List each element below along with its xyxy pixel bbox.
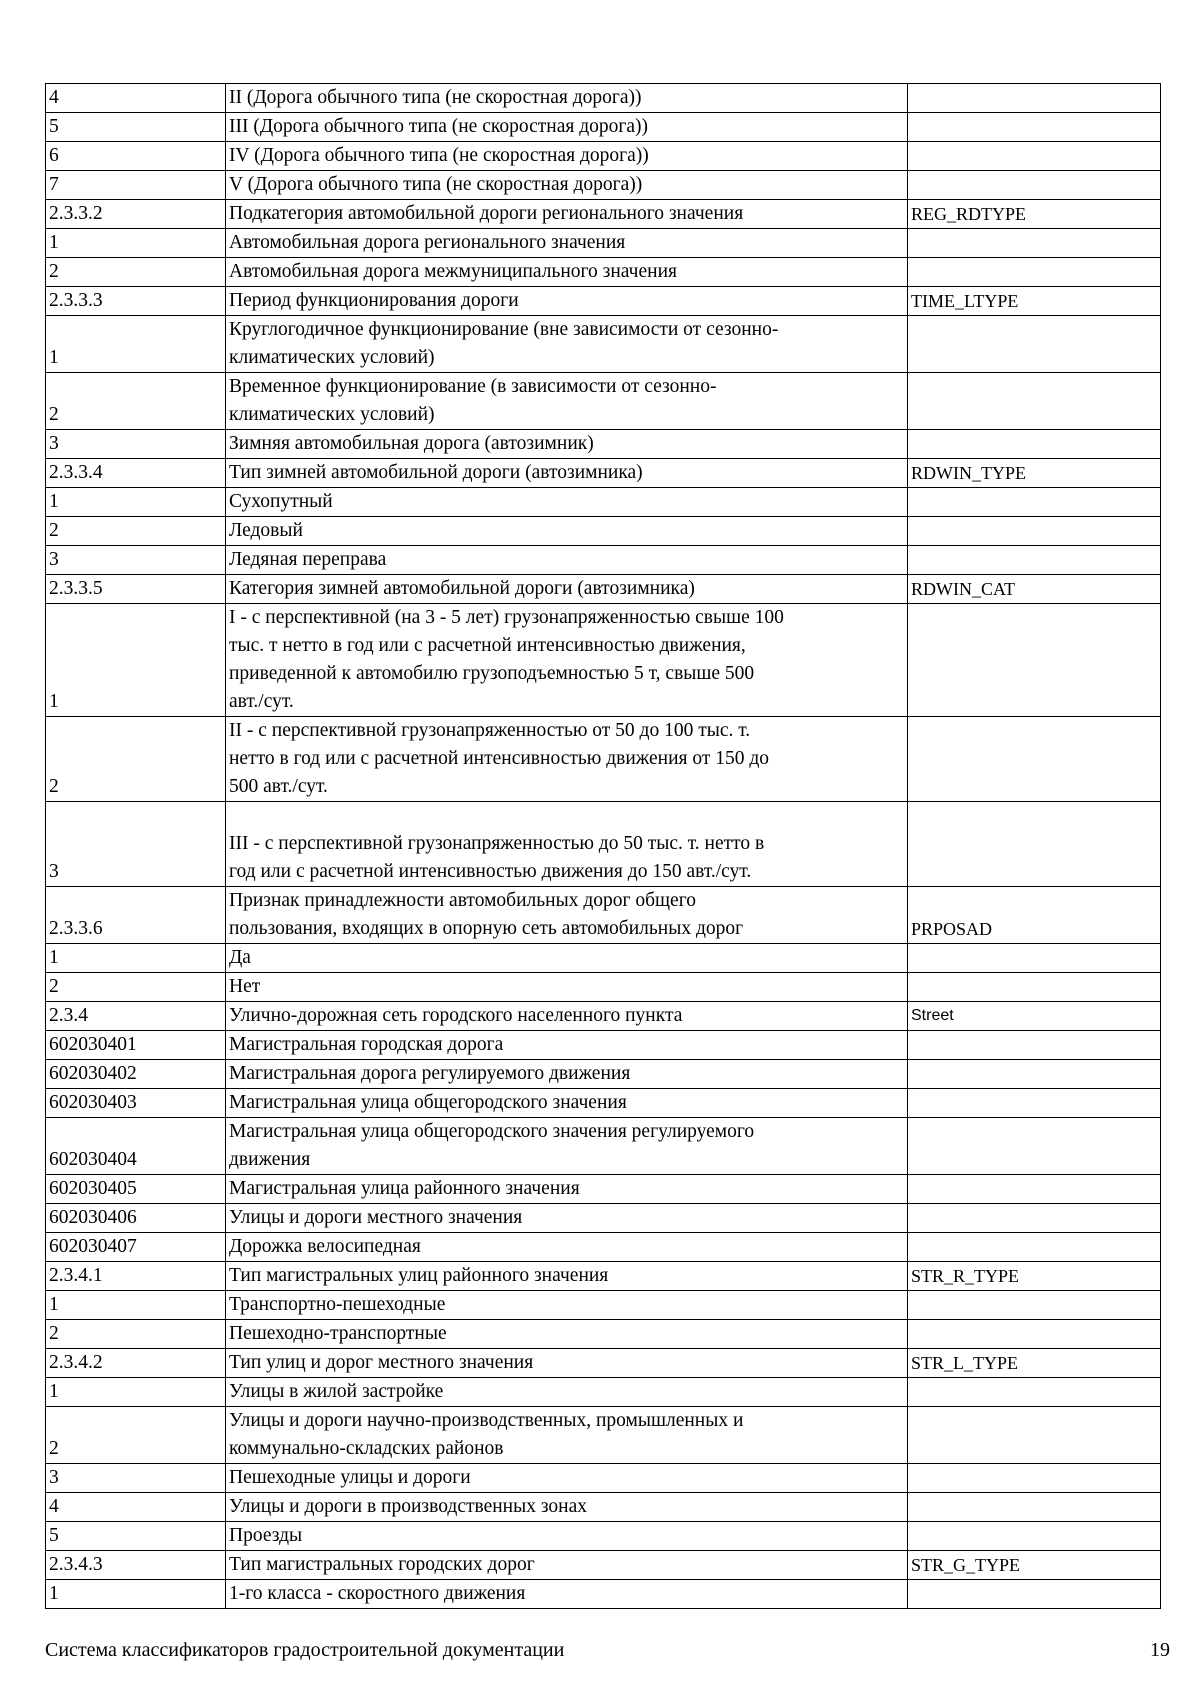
attribute-cell <box>908 717 1161 802</box>
table-row <box>46 717 1161 802</box>
name-cell: Признак принадлежности автомобильных дорог общего пользования, входящих в опорную сеть автомобильных дорог <box>226 887 908 944</box>
table-row <box>46 1493 1161 1522</box>
name-cell: Улично-дорожная сеть городского населенного пункта <box>226 1002 908 1031</box>
name-cell: II - с перспективной грузонапряженностью от 50 до 100 тыс. т. нетто в год или с расчетной интенсивностью движения от 150 до 500 авт./сут. <box>226 717 908 802</box>
name-cell: Улицы и дороги в производственных зонах <box>226 1493 908 1522</box>
table-row <box>46 1580 1161 1609</box>
attribute-cell: PRPOSAD <box>908 887 1161 944</box>
table-row <box>46 1551 1161 1580</box>
name-cell: Круглогодичное функционирование (вне зависимости от сезонно- климатических условий) <box>226 316 908 373</box>
footer-page-number: 19 <box>1150 1639 1170 1661</box>
code-cell: 2 <box>46 1320 226 1349</box>
classifier-table <box>45 83 1161 1609</box>
table-row <box>46 1031 1161 1060</box>
name-cell: Автомобильная дорога межмуниципального значения <box>226 258 908 287</box>
name-cell: II (Дорога обычного типа (не скоростная дорога)) <box>226 84 908 113</box>
name-cell: Магистральная улица общегородского значения регулируемого движения <box>226 1118 908 1175</box>
table-row <box>46 1291 1161 1320</box>
table-row <box>46 973 1161 1002</box>
code-cell: 2.3.4 <box>46 1002 226 1031</box>
attribute-cell <box>908 944 1161 973</box>
table-row <box>46 113 1161 142</box>
attribute-cell <box>908 1031 1161 1060</box>
attribute-cell <box>908 1175 1161 1204</box>
code-cell: 1 <box>46 316 226 373</box>
table-row <box>46 944 1161 973</box>
name-cell: Тип магистральных городских дорог <box>226 1551 908 1580</box>
code-cell: 602030403 <box>46 1089 226 1118</box>
name-cell: Временное функционирование (в зависимости от сезонно- климатических условий) <box>226 373 908 430</box>
table-row <box>46 316 1161 373</box>
name-cell: Улицы и дороги местного значения <box>226 1204 908 1233</box>
table-row <box>46 1175 1161 1204</box>
code-cell: 2.3.3.4 <box>46 459 226 488</box>
attribute-cell <box>908 1291 1161 1320</box>
name-cell: I - с перспективной (на 3 - 5 лет) грузонапряженностью свыше 100 тыс. т нетто в год или с расчетной интенсивностью движения, приведенной к автомобилю грузоподъемностью 5 т, свыше 500 авт./сут. <box>226 604 908 717</box>
code-cell: 2.3.3.3 <box>46 287 226 316</box>
code-cell: 2 <box>46 1407 226 1464</box>
table-row <box>46 200 1161 229</box>
table-body <box>46 84 1161 1609</box>
table-row <box>46 1089 1161 1118</box>
table-row <box>46 430 1161 459</box>
table-row <box>46 84 1161 113</box>
name-cell: 1-го класса - скоростного движения <box>226 1580 908 1609</box>
name-cell: Пешеходно-транспортные <box>226 1320 908 1349</box>
attribute-cell <box>908 430 1161 459</box>
attribute-cell <box>908 1464 1161 1493</box>
name-cell: Магистральная дорога регулируемого движения <box>226 1060 908 1089</box>
code-cell: 2 <box>46 717 226 802</box>
attribute-cell: STR_R_TYPE <box>908 1262 1161 1291</box>
code-cell: 602030402 <box>46 1060 226 1089</box>
name-cell: III - с перспективной грузонапряженностью до 50 тыс. т. нетто в год или с расчетной интенсивностью движения до 150 авт./сут. <box>226 802 908 887</box>
table-row <box>46 1060 1161 1089</box>
table-row <box>46 373 1161 430</box>
name-cell: Пешеходные улицы и дороги <box>226 1464 908 1493</box>
attribute-cell: RDWIN_CAT <box>908 575 1161 604</box>
table-row <box>46 1262 1161 1291</box>
name-cell: Подкатегория автомобильной дороги регионального значения <box>226 200 908 229</box>
attribute-cell <box>908 1580 1161 1609</box>
name-cell: Ледовый <box>226 517 908 546</box>
code-cell: 602030407 <box>46 1233 226 1262</box>
table-row <box>46 229 1161 258</box>
table-row <box>46 802 1161 887</box>
table-row <box>46 171 1161 200</box>
attribute-cell: REG_RDTYPE <box>908 200 1161 229</box>
name-cell: Период функционирования дороги <box>226 287 908 316</box>
name-cell: Транспортно-пешеходные <box>226 1291 908 1320</box>
attribute-cell <box>908 84 1161 113</box>
attribute-cell <box>908 1204 1161 1233</box>
attribute-cell: Street <box>908 1002 1161 1031</box>
name-cell: Улицы в жилой застройке <box>226 1378 908 1407</box>
name-cell: Ледяная переправа <box>226 546 908 575</box>
code-cell: 2.3.3.6 <box>46 887 226 944</box>
table-row <box>46 1522 1161 1551</box>
code-cell: 3 <box>46 802 226 887</box>
code-cell: 3 <box>46 546 226 575</box>
attribute-cell <box>908 1320 1161 1349</box>
table-row <box>46 258 1161 287</box>
attribute-cell <box>908 1060 1161 1089</box>
attribute-cell <box>908 373 1161 430</box>
name-cell: Улицы и дороги научно-производственных, промышленных и коммунально-складских районов <box>226 1407 908 1464</box>
code-cell: 1 <box>46 944 226 973</box>
name-cell: Да <box>226 944 908 973</box>
attribute-cell <box>908 604 1161 717</box>
name-cell: Проезды <box>226 1522 908 1551</box>
attribute-cell <box>908 258 1161 287</box>
attribute-cell <box>908 973 1161 1002</box>
code-cell: 5 <box>46 1522 226 1551</box>
name-cell: Тип зимней автомобильной дороги (автозимника) <box>226 459 908 488</box>
name-cell: Зимняя автомобильная дорога (автозимник) <box>226 430 908 459</box>
table-row <box>46 142 1161 171</box>
code-cell: 2 <box>46 258 226 287</box>
attribute-cell <box>908 1493 1161 1522</box>
code-cell: 1 <box>46 488 226 517</box>
code-cell: 1 <box>46 1291 226 1320</box>
attribute-cell <box>908 517 1161 546</box>
code-cell: 602030406 <box>46 1204 226 1233</box>
footer-document-title: Система классификаторов градостроительной документации <box>45 1639 565 1661</box>
code-cell: 2.3.4.3 <box>46 1551 226 1580</box>
attribute-cell <box>908 1522 1161 1551</box>
attribute-cell <box>908 113 1161 142</box>
code-cell: 6 <box>46 142 226 171</box>
attribute-cell <box>908 546 1161 575</box>
table-row <box>46 287 1161 316</box>
name-cell: Категория зимней автомобильной дороги (автозимника) <box>226 575 908 604</box>
name-cell: Тип магистральных улиц районного значения <box>226 1262 908 1291</box>
code-cell: 2.3.3.2 <box>46 200 226 229</box>
table-row <box>46 1233 1161 1262</box>
name-cell: III (Дорога обычного типа (не скоростная дорога)) <box>226 113 908 142</box>
code-cell: 2 <box>46 373 226 430</box>
name-cell: V (Дорога обычного типа (не скоростная дорога)) <box>226 171 908 200</box>
attribute-cell <box>908 1378 1161 1407</box>
table-row <box>46 546 1161 575</box>
name-cell: Магистральная городская дорога <box>226 1031 908 1060</box>
code-cell: 5 <box>46 113 226 142</box>
table-row <box>46 459 1161 488</box>
attribute-cell <box>908 171 1161 200</box>
attribute-cell: STR_L_TYPE <box>908 1349 1161 1378</box>
code-cell: 2 <box>46 973 226 1002</box>
table-row <box>46 488 1161 517</box>
code-cell: 2.3.4.1 <box>46 1262 226 1291</box>
name-cell: IV (Дорога обычного типа (не скоростная дорога)) <box>226 142 908 171</box>
table-row <box>46 604 1161 717</box>
name-cell: Автомобильная дорога регионального значения <box>226 229 908 258</box>
code-cell: 2.3.4.2 <box>46 1349 226 1378</box>
table-row <box>46 1204 1161 1233</box>
code-cell: 4 <box>46 84 226 113</box>
code-cell: 3 <box>46 1464 226 1493</box>
code-cell: 602030404 <box>46 1118 226 1175</box>
table-row <box>46 887 1161 944</box>
attribute-cell <box>908 229 1161 258</box>
code-cell: 2 <box>46 517 226 546</box>
table-row <box>46 1002 1161 1031</box>
attribute-cell <box>908 1407 1161 1464</box>
name-cell: Магистральная улица районного значения <box>226 1175 908 1204</box>
attribute-cell <box>908 488 1161 517</box>
attribute-cell: TIME_LTYPE <box>908 287 1161 316</box>
code-cell: 3 <box>46 430 226 459</box>
table-row <box>46 1118 1161 1175</box>
code-cell: 1 <box>46 604 226 717</box>
code-cell: 7 <box>46 171 226 200</box>
table-row <box>46 517 1161 546</box>
attribute-cell <box>908 142 1161 171</box>
table-row <box>46 1378 1161 1407</box>
code-cell: 1 <box>46 229 226 258</box>
table-row <box>46 1349 1161 1378</box>
attribute-cell <box>908 316 1161 373</box>
table-row <box>46 1320 1161 1349</box>
code-cell: 2.3.3.5 <box>46 575 226 604</box>
name-cell: Дорожка велосипедная <box>226 1233 908 1262</box>
attribute-cell <box>908 1118 1161 1175</box>
code-cell: 602030401 <box>46 1031 226 1060</box>
attribute-cell <box>908 1233 1161 1262</box>
name-cell: Нет <box>226 973 908 1002</box>
table-row <box>46 1407 1161 1464</box>
name-cell: Тип улиц и дорог местного значения <box>226 1349 908 1378</box>
attribute-cell <box>908 802 1161 887</box>
name-cell: Сухопутный <box>226 488 908 517</box>
name-cell: Магистральная улица общегородского значения <box>226 1089 908 1118</box>
table-row <box>46 575 1161 604</box>
code-cell: 1 <box>46 1580 226 1609</box>
table-row <box>46 1464 1161 1493</box>
attribute-cell: STR_G_TYPE <box>908 1551 1161 1580</box>
attribute-cell <box>908 1089 1161 1118</box>
code-cell: 4 <box>46 1493 226 1522</box>
attribute-cell: RDWIN_TYPE <box>908 459 1161 488</box>
code-cell: 602030405 <box>46 1175 226 1204</box>
code-cell: 1 <box>46 1378 226 1407</box>
